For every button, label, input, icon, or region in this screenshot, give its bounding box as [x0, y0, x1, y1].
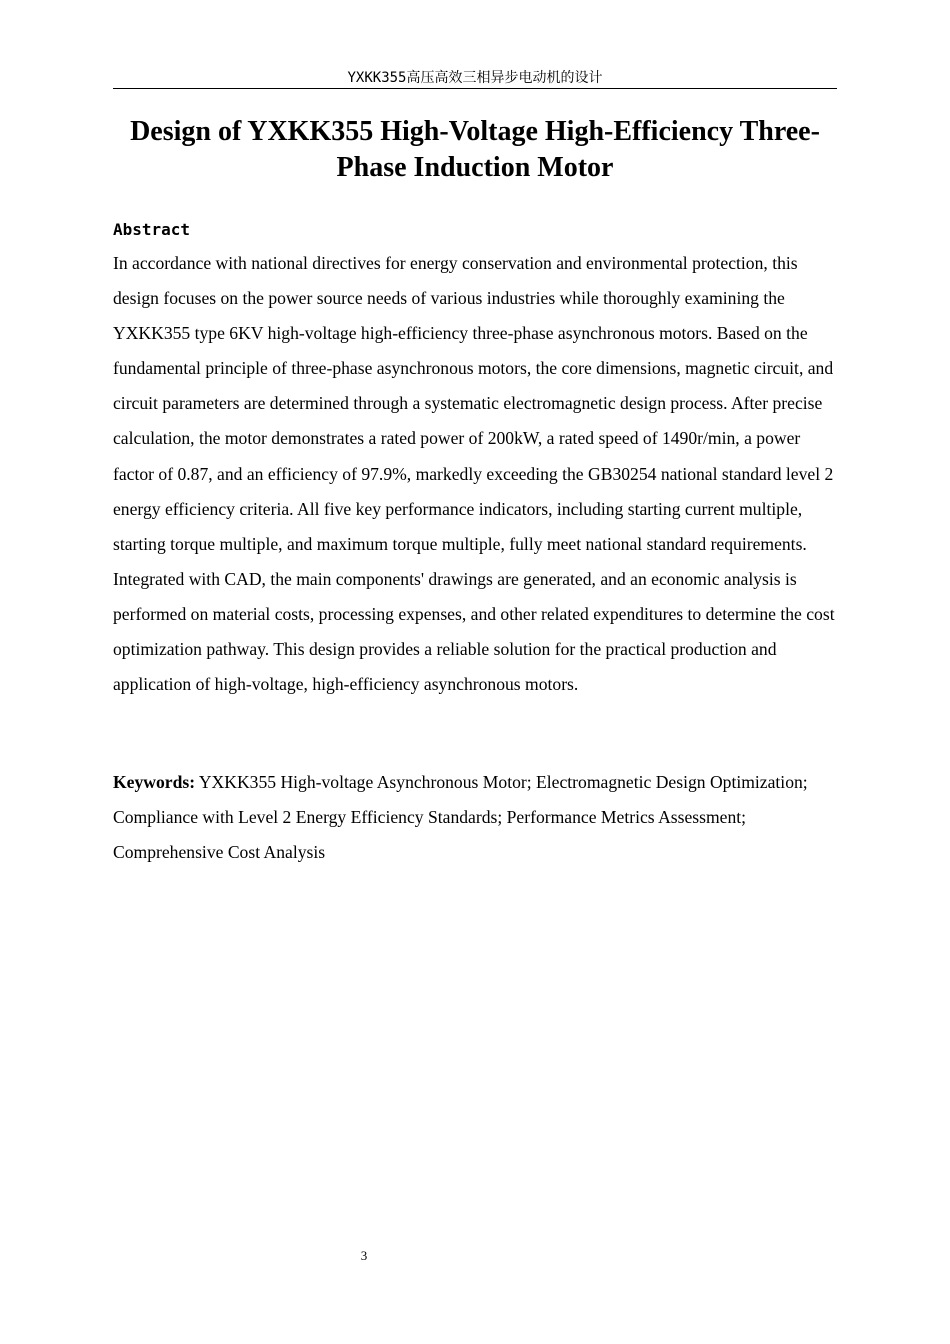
header-rule: [113, 88, 837, 89]
running-header: YXKK355高压高效三相异步电动机的设计: [347, 70, 603, 86]
paper-title: Design of YXKK355 High-Voltage High-Efficiency Three-Phase Induction Motor: [130, 116, 820, 183]
abstract-heading: Abstract: [113, 220, 191, 239]
keywords-text: YXKK355 High-voltage Asynchronous Motor; Electromagnetic Design Optimization; Compliance with Level 2 Energy Efficiency Standards; Performance Metrics Assessment; Comprehensive Cost Analysis: [113, 772, 808, 863]
page-number: 3: [360, 1248, 368, 1263]
abstract-body: In accordance with national directives for energy conservation and environmental protection, this design focuses on the power source needs of various industries while thoroughly examining the YXKK355 type 6KV high-voltage high-efficiency three-phase asynchronous motors. Based on the fundamental principle of three-phase asynchronous motors, the core dimensions, magnetic circuit, and circuit parameters are determined through a systematic electromagnetic design process. After precise calculation, the motor demonstrates a rated power of 200kW, a rated speed of 1490r/min, a power factor of 0.87, and an efficiency of 97.9%, markedly exceeding the GB30254 national standard level 2 energy efficiency criteria. All five key performance indicators, including starting current multiple, starting torque multiple, and maximum torque multiple, fully meet national standard requirements. Integrated with CAD, the main components' drawings are generated, and an economic analysis is performed on material costs, processing expenses, and other related expenditures to determine the cost optimization pathway. This design provides a reliable solution for the practical production and application of high-voltage, high-efficiency asynchronous motors.: [113, 253, 835, 695]
keywords-label: Keywords:: [113, 772, 196, 792]
keywords-paragraph: [113, 765, 839, 870]
